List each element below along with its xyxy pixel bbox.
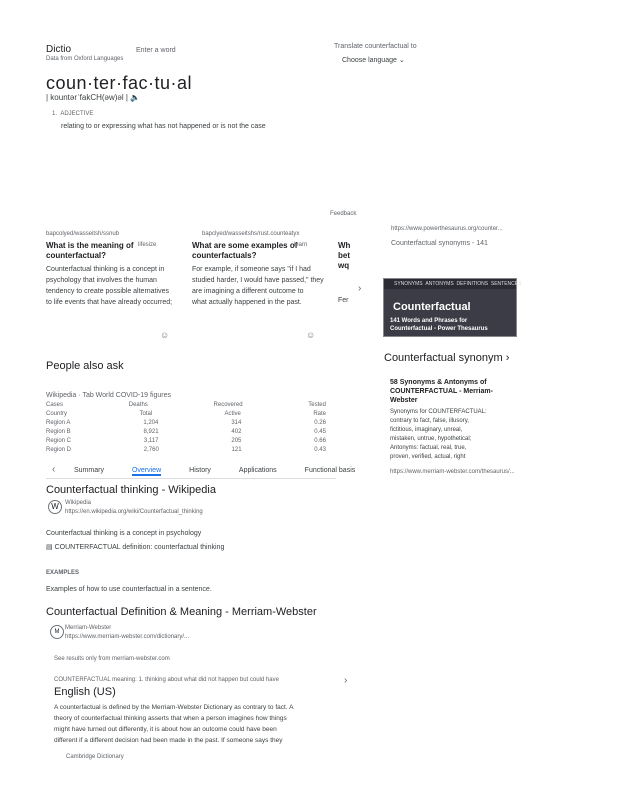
tab-summary[interactable]: Summary <box>74 467 104 474</box>
search-input[interactable]: Enter a word <box>136 47 176 54</box>
wiki-site: Wikipedia <box>65 500 92 506</box>
people-also-ask-heading: People also ask <box>46 360 124 372</box>
wiki-snippet-line: Counterfactual thinking is a concept in psychology <box>46 530 202 537</box>
tab-functional-basis[interactable]: Functional basis <box>304 467 356 474</box>
faq-card[interactable] <box>338 228 356 348</box>
card-question[interactable]: What is the meaning of counterfactual? <box>46 241 134 260</box>
faq-card[interactable] <box>46 228 186 348</box>
language-select[interactable]: Choose language ⌄ <box>342 57 405 64</box>
mw-result-title[interactable]: Counterfactual Definition & Meaning - Merriam-Webster <box>46 606 317 618</box>
speaker-icon[interactable]: 🔈 <box>130 93 141 102</box>
examples-label: EXAMPLES <box>46 570 80 576</box>
synonym-heading[interactable]: Counterfactual synonym › <box>384 352 510 364</box>
wiki-snippet-line: ▤ COUNTERFACTUAL definition: counterfactual thinking <box>46 544 225 551</box>
chevron-down-icon: ⌄ <box>398 57 405 64</box>
table-caption: Wikipedia · Tab World COVID-19 figures <box>46 392 172 399</box>
chevron-right-icon[interactable]: › <box>358 283 362 294</box>
english-snippet: A counterfactual is defined by the Merriam-Webster Dictionary as contrary to fact. A theory of counterfactual thinking asserts that when a person imagines how things might have turned out differently, it is about how an outcome could have been different if a different decision had been made in the past. If someone says they <box>54 704 294 744</box>
table-row: Region B 8,921 402 0.45 <box>46 429 326 435</box>
pronunciation: | kountərˈfakCH(əw)əl | <box>46 93 128 102</box>
table-row: Country Total Active Rate <box>46 411 326 417</box>
english-us-heading: English (US) <box>54 686 116 698</box>
card-question[interactable]: What are some examples of counterfactuals? <box>192 241 298 260</box>
card-snippet: Fer <box>338 297 349 304</box>
card-teaser: lifesize <box>138 242 157 248</box>
faq-card[interactable] <box>192 228 332 348</box>
result-url: https://www.powerthesaurus.org/counter... <box>391 226 503 232</box>
mw-search-note[interactable]: See results only from merriam-webster.com <box>54 656 170 662</box>
mw-dict-line: COUNTERFACTUAL meaning: 1. thinking about what did not happen but could have <box>54 677 279 683</box>
mw-thesaurus-url: https://www.merriam-webster.com/thesaurus/... <box>390 469 515 475</box>
cambridge-source[interactable]: Cambridge Dictionary <box>66 754 124 760</box>
chevron-right-icon[interactable]: › <box>344 675 348 686</box>
brand-name[interactable]: Dictio <box>46 44 72 55</box>
mw-site: Merriam-Webster <box>65 625 112 631</box>
merriam-webster-icon: M <box>50 625 64 639</box>
card-snippet: For example, if someone says "if I had studied harder, I would have passed," they are imagining a different outcome to what actually happened in the past. <box>192 266 324 306</box>
chevron-right-icon: › <box>505 352 510 364</box>
feedback-icon[interactable]: ☺ <box>160 330 170 340</box>
tab-history[interactable]: History <box>189 467 211 474</box>
definition: relating to or expressing what has not happened or is not the case <box>61 123 266 130</box>
thumbnail-title: Counterfactual <box>393 301 471 313</box>
table-row: Region C 3,117 205 0.66 <box>46 438 326 444</box>
card-teaser: learn <box>294 242 308 248</box>
thumbnail-tabs: SYNONYMS ANTONYMS DEFINITIONS SENTENCES <box>394 281 522 287</box>
tab-applications[interactable]: Applications <box>238 467 277 474</box>
card-source: bapclyed/wasseitshs/rust.counteatyx <box>202 231 300 237</box>
document-icon: ▤ <box>46 544 53 551</box>
brand-subtitle: Data from Oxford Languages <box>46 56 124 62</box>
wiki-result-title[interactable]: Counterfactual thinking - Wikipedia <box>46 484 216 496</box>
wiki-tabs <box>74 467 355 476</box>
result-link[interactable]: Counterfactual synonyms - 141 <box>391 240 488 247</box>
headword: coun·ter·fac·tu·al <box>46 73 193 93</box>
divider <box>46 478 336 479</box>
thumbnail-image[interactable] <box>383 278 522 337</box>
data-table <box>46 402 326 453</box>
feedback-icon[interactable]: ☺ <box>306 330 316 340</box>
feedback-link[interactable]: Feedback <box>330 211 357 217</box>
mw-url[interactable]: https://www.merriam-webster.com/dictionary/... <box>65 634 190 640</box>
part-of-speech: 1. ADJECTIVE <box>52 111 94 117</box>
table-row: Region A 1,204 314 0.26 <box>46 420 326 426</box>
thumbnail-subtitle: 141 Words and Phrases for Counterfactual - Power Thesaurus <box>390 318 488 332</box>
chevron-left-icon[interactable]: ‹ <box>52 464 56 475</box>
card-snippet: Counterfactual thinking is a concept in psychology that involves the human tendency to create possible alternatives to life events that have already occurred; <box>46 266 173 306</box>
mw-thesaurus-snippet: Synonyms for COUNTERFACTUAL: contrary to fact, false, illusory, fictitious, imaginary, unreal, mistaken, untrue, hypothetical; Antonyms: factual, real, true, proven, verified, actual, right <box>390 409 487 460</box>
translate-label: Translate counterfactual to <box>334 43 417 50</box>
example-sentence: Examples of how to use counterfactual in a sentence. <box>46 586 212 593</box>
card-question[interactable]: Wh bet wq <box>338 241 351 270</box>
table-header-row: Cases Deaths Recovered Tested <box>46 402 326 408</box>
tab-overview[interactable]: Overview <box>131 467 162 474</box>
table-row: Region D 2,760 121 0.43 <box>46 447 326 453</box>
pronunciation-row <box>46 93 140 102</box>
mw-thesaurus-title[interactable]: 58 Synonyms & Antonyms of COUNTERFACTUAL - Merriam-Webster <box>390 379 493 404</box>
wiki-url[interactable]: https://en.wikipedia.org/wiki/Counterfactual_thinking <box>65 509 203 515</box>
wikipedia-icon: W <box>48 500 62 514</box>
card-source: bapcolyed/wasseitsh/ssnub <box>46 231 120 237</box>
